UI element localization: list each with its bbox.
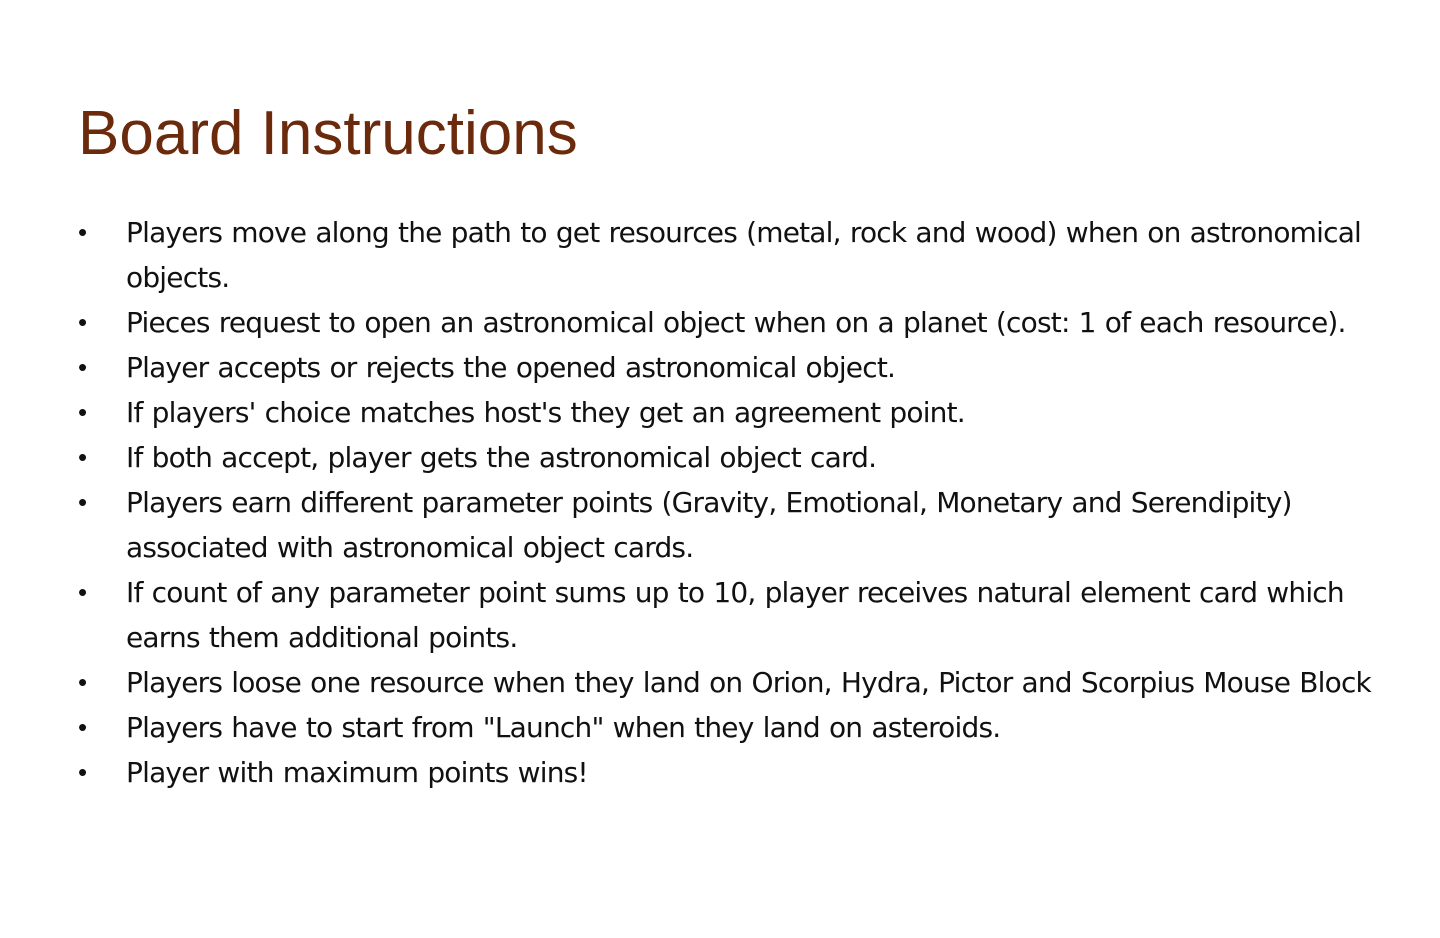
list-item — [78, 750, 1378, 795]
list-item-text: If both accept, player gets the astronomical object card. — [126, 441, 877, 474]
list-item — [78, 660, 1378, 705]
list-item — [78, 345, 1378, 390]
list-item-text: Player with maximum points wins! — [126, 756, 588, 789]
bullet-icon: • — [78, 712, 87, 742]
list-item-text: Players loose one resource when they land on Orion, Hydra, Pictor and Scorpius Mouse Block — [126, 666, 1371, 699]
bullet-icon: • — [78, 307, 87, 337]
instruction-list — [78, 210, 1378, 795]
list-item — [78, 570, 1378, 660]
list-item-text: Players earn different parameter points (Gravity, Emotional, Monetary and Serendipity) associated with astronomical object cards. — [126, 486, 1292, 564]
bullet-icon: • — [78, 217, 87, 247]
bullet-icon: • — [78, 397, 87, 427]
bullet-icon: • — [78, 487, 87, 517]
list-item — [78, 480, 1378, 570]
bullet-icon: • — [78, 667, 87, 697]
list-item — [78, 300, 1378, 345]
bullet-icon: • — [78, 352, 87, 382]
list-item — [78, 435, 1378, 480]
list-item-text: If players' choice matches host's they get an agreement point. — [126, 396, 965, 429]
list-item-text: Players have to start from "Launch" when they land on asteroids. — [126, 711, 1001, 744]
bullet-icon: • — [78, 442, 87, 472]
list-item-text: If count of any parameter point sums up to 10, player receives natural element card which earns them additional points. — [126, 576, 1344, 654]
bullet-icon: • — [78, 577, 87, 607]
slide-title: Board Instructions — [78, 99, 578, 168]
list-item — [78, 210, 1378, 300]
list-item-text: Pieces request to open an astronomical object when on a planet (cost: 1 of each resource). — [126, 306, 1346, 339]
list-item — [78, 705, 1378, 750]
list-item — [78, 390, 1378, 435]
list-item-text: Player accepts or rejects the opened astronomical object. — [126, 351, 896, 384]
bullet-icon: • — [78, 757, 87, 787]
list-item-text: Players move along the path to get resources (metal, rock and wood) when on astronomical objects. — [126, 216, 1362, 294]
